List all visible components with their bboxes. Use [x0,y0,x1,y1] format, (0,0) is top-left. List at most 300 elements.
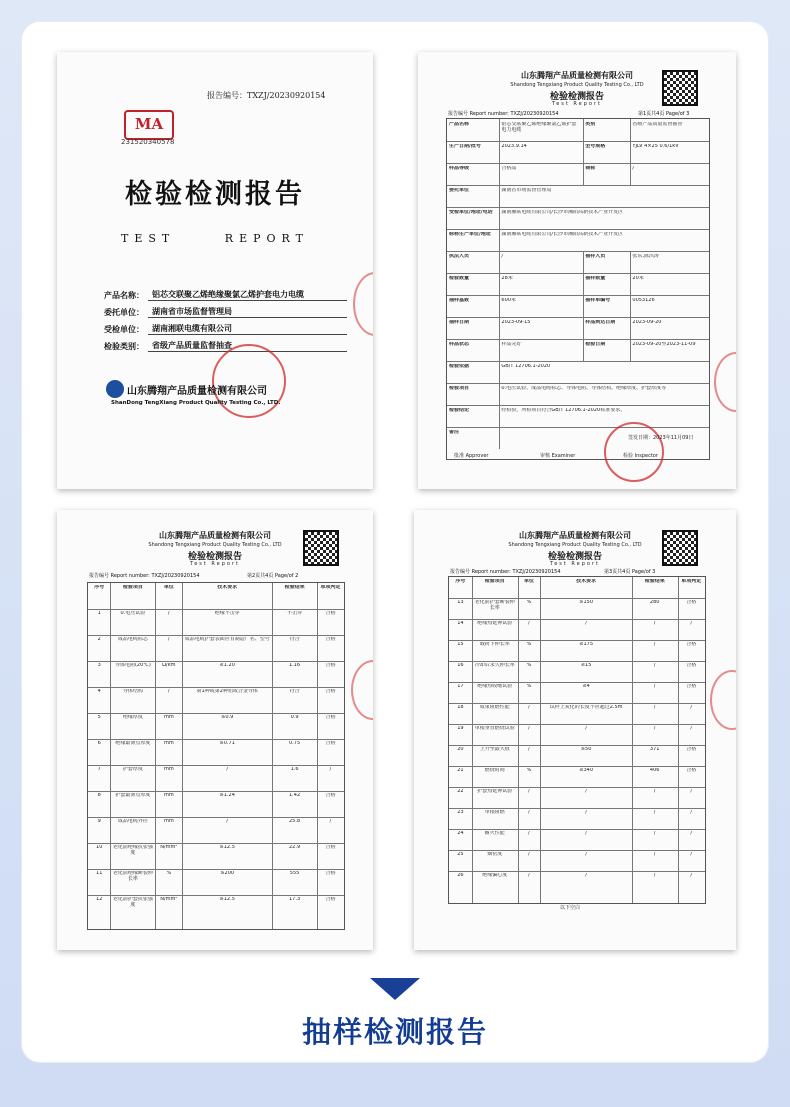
table-rule [499,207,500,229]
table-rule [449,724,705,725]
table-cell: ≤1.20 [219,663,235,668]
table-cell: mm [163,715,174,720]
field-label: 委托单位 [449,188,470,193]
table-rule [449,808,705,809]
cma-number: 231520340578 [121,138,175,146]
field-label: 执法人员 [449,254,470,259]
table-cell: 3 [97,663,101,668]
company-name: 山东腾翔产品质量检测有限公司 [519,531,631,540]
table-cell: % [526,663,532,668]
table-cell: ≤15 [580,663,592,668]
field-value: 2023-09-20至2023-11-09 [632,342,696,347]
table-cell: 试样上炭化的长度不应超过2.5m [549,705,623,710]
table-rule [447,141,709,142]
table-cell: / [528,621,530,626]
table-rule [88,895,344,896]
table-cell: / [528,831,530,836]
result-table [448,576,706,904]
table-rule [449,850,705,851]
table-cell: / [585,621,587,626]
table-cell: 绝缘热延伸试验 [477,621,513,626]
table-rule [88,817,344,818]
table-cell: 18 [457,705,464,710]
table-rule [630,317,631,339]
table-cell: 合格 [686,747,697,752]
field-label: 检验数量 [449,276,470,281]
table-rule [630,119,631,141]
table-rule [472,577,473,903]
company-logo-icon [106,380,124,398]
page-number: 第1页共4页 Page/of 3 [638,111,690,117]
table-cell: 10 [96,845,103,850]
field-label: 抽样基数 [449,298,470,303]
table-cell: 符合 [289,689,300,694]
field-label: 样品状态 [449,342,470,347]
field-value: 0.电压试验、成品电缆标志、导体电阻、导体结构、绝缘厚度、护套厚度等 [501,386,667,391]
table-cell: 绝缘最薄点厚度 [115,741,151,746]
table-cell: / [585,873,587,878]
table-rule [499,295,500,317]
table-cell: 22 [457,789,464,794]
table-rule [447,339,709,340]
field-label: 检验日期 [585,342,606,347]
table-rule [583,141,584,163]
table-cell: 绝缘厚度 [122,715,143,720]
field-label: 受检单位/地址/电话 [449,210,493,215]
red-seal-icon [212,344,286,418]
table-rule [583,339,584,361]
field-value: 样品完好 [501,342,522,347]
issue-date: 签发日期：2023年11月09日 [628,435,694,441]
cover-info [87,284,347,352]
table-cell: mm [163,741,174,746]
table-cell: / [528,705,530,710]
table-cell: 17 [457,684,464,689]
edge-seal-icon [351,660,373,720]
cover-row: 委托单位： 湖南省市场监督管理局 [87,301,347,318]
table-cell: 23 [457,810,464,815]
table-cell: ≥50 [580,747,592,752]
field-value: 20米 [632,276,644,281]
table-cell: / [585,789,587,794]
report-page-2 [57,510,373,950]
field-label: 型号规格 [585,144,606,149]
table-cell: / [653,831,656,836]
table-cell: / [585,726,587,731]
table-rule [447,361,709,362]
field-value: GB/T 12706.1-2020 [501,364,551,369]
qr-code-icon [303,530,339,566]
table-cell: / [329,819,332,824]
table-cell: 24 [457,831,464,836]
page-title-en: Test Report [551,101,602,107]
info-table [446,118,710,460]
table-rule [449,640,705,641]
table-rule [88,713,344,714]
table-cell: 371 [649,747,660,752]
table-rule [630,273,631,295]
subtitle-test: TEST [121,232,176,245]
table-cell: 成品电缆标志 [117,637,148,642]
table-rule [499,163,500,185]
field-value: 0053126 [632,298,655,303]
table-rule [88,843,344,844]
table-cell: / [528,726,530,731]
approver-label: 批准 Approver [454,453,489,459]
field-label: 产品名称 [449,122,470,127]
table-rule [583,119,584,141]
table-cell: 合格 [325,741,336,746]
table-cell: mm [163,793,174,798]
page-number: 第3页共4页 Page/of 3 [604,569,656,575]
table-cell: 导体电阻(20℃) [114,663,151,668]
table-rule [499,185,500,207]
table-cell: 406 [649,768,660,773]
table-rule [499,273,500,295]
table-rule [110,583,111,929]
table-cell: / [653,789,656,794]
table-rule [272,583,273,929]
table-rule [155,583,156,929]
table-cell: 老化前护套抗张强度 [112,897,153,908]
table-cell: / [690,726,693,731]
table-header-cell: 技术要求 [217,585,238,590]
table-cell: 1.6 [290,767,299,772]
table-cell: 绝缘不击穿 [214,611,240,616]
table-cell: / [528,747,530,752]
table-rule [583,273,584,295]
company-name-en: ShanDong TengXiang Product Quality Testing Co., LTD. [111,400,281,406]
table-cell: / [653,873,656,878]
edge-seal-icon [714,352,736,412]
table-cell: 1.42 [289,793,301,798]
table-cell: % [526,600,532,605]
table-cell: 耐火性能 [484,831,505,836]
table-header-cell: 序号 [94,585,105,590]
field-label: 抽样数量 [585,276,606,281]
table-cell: N/mm² [160,845,178,850]
table-cell: 合格 [325,845,336,850]
field-value: YJLV 4×25 0.6/1kV [632,144,679,149]
report-number: 报告编号 Report number: TXZJ/20230920154 [448,111,559,117]
table-cell: / [690,810,693,815]
table-cell: 26 [457,873,464,878]
table-cell: / [690,705,693,710]
table-cell: / [528,873,530,878]
table-cell: 合格 [325,611,336,616]
table-cell: ≥12.5 [219,845,235,850]
field-value: 2023.9.14 [501,144,527,149]
field-value: 湖南湘联电缆有限公司/长沙市湘阳高新技术产业开发区 [501,232,624,237]
table-cell: 0.9 [290,715,299,720]
field-label: 生产日期/批号 [449,144,481,149]
table-rule [449,598,705,599]
cover-row: 受检单位： 湖南湘联电缆有限公司 [87,318,347,335]
table-header-cell: 单位 [523,579,534,584]
table-cell: % [526,684,532,689]
table-cell: N/mm² [160,897,178,902]
cover-subtitle [57,232,373,245]
table-rule [583,163,584,185]
footer-title: 抽样检测报告 [301,1015,488,1049]
table-cell: mm [163,819,174,824]
table-rule [499,383,500,405]
table-cell: 绝缘热收缩试验 [477,684,513,689]
field-label: 检验依据 [449,364,470,369]
table-cell: 合格 [325,637,336,642]
field-value: / [632,166,635,171]
table-header-cell: 单位 [163,585,174,590]
table-cell: / [528,789,530,794]
table-rule [449,829,705,830]
report-number: 报告编号 Report number: TXZJ/20230920154 [450,569,561,575]
table-cell: 绝缘偏心度 [482,873,508,878]
table-rule [449,703,705,704]
cma-logo: MA [124,110,174,140]
table-rule [182,583,183,929]
field-label: 样品等级 [449,166,470,171]
field-label: 标称生产单位/地址 [449,232,491,237]
table-rule [447,163,709,164]
table-cell: ≤340 [579,768,593,773]
table-rule [630,251,631,273]
table-cell: / [653,684,656,689]
field-value: 28米 [501,276,513,281]
table-cell: 载荷下伸长率 [479,642,510,647]
table-rule [499,427,500,449]
table-cell: / [690,852,693,857]
table-cell: 1 [97,611,101,616]
report-page-3 [414,510,736,950]
page-title-en: Test Report [549,561,600,567]
table-cell: / [585,852,587,857]
table-cell: 上升至最大值 [479,747,510,752]
page-title: 检验检测报告 [547,552,602,562]
table-cell: / [585,831,587,836]
table-cell: 合格 [325,897,336,902]
table-header-cell: 检验结果 [644,579,665,584]
table-cell: 15 [457,642,464,647]
table-rule [447,229,709,230]
table-cell: / [690,831,693,836]
table-cell: 合格 [325,715,336,720]
company-name: 山东腾翔产品质量检测有限公司 [521,71,633,80]
table-cell: 老化前护套断裂伸长率 [474,600,515,611]
table-cell: 合格 [686,663,697,668]
field-label: 抽样人员 [585,254,606,259]
field-value: / [501,254,504,259]
table-cell: ≤4 [582,684,590,689]
table-cell: 合格 [325,793,336,798]
table-cell: ≥12.5 [219,897,235,902]
table-rule [630,339,631,361]
table-cell: / [690,789,693,794]
field-value: 经检验，所检项目符合GB/T 12706.1-2020标准要求。 [501,408,626,413]
field-value: 合格品 [501,166,517,171]
table-rule [540,577,541,903]
table-cell: 导体结构 [122,689,143,694]
table-cell: ≥200 [220,871,235,876]
edge-seal-icon [353,272,373,336]
table-cell: / [653,705,656,710]
table-cell: 符合 [289,637,300,642]
table-cell: 13 [457,600,464,605]
table-cell: 成品电缆外径 [117,819,148,824]
table-rule [630,163,631,185]
company-name-en: Shandong Tengxiang Product Quality Testing Co., LTD [510,82,644,88]
table-rule [88,869,344,870]
cover-row: 产品名称： 铝芯交联聚乙烯绝缘聚氯乙烯护套电力电缆 [87,284,347,301]
table-rule [499,229,500,251]
table-cell: 17.3 [289,897,301,902]
table-cell: / [528,810,530,815]
table-header-cell: 单项判定 [320,585,341,590]
table-cell: 20 [457,747,464,752]
table-rule [447,273,709,274]
company-name-en: Shandong Tengxiang Product Quality Testing Co., LTD [508,542,642,548]
field-value: 铝芯交联聚乙烯绝缘聚氯乙烯护套电力电缆 [501,122,577,133]
table-cell: 老化前绝缘断裂伸长率 [112,871,153,882]
table-header-cell: 技术要求 [576,579,597,584]
field-value: 湖南省市场监督管理局 [501,188,552,193]
company-name: 山东腾翔产品质量检测有限公司 [159,531,271,540]
table-cell: / [653,642,656,647]
field-value: 湖南湘联电缆有限公司/长沙市湘阳高新技术产业开发区 [501,210,624,215]
table-cell: / [167,611,170,616]
table-header-cell: 检验结果 [284,585,305,590]
field-label: 备注 [449,430,460,435]
table-rule [583,295,584,317]
field-value: 张东,陈洪涛 [632,254,659,259]
table-cell: 14 [457,621,464,626]
table-rule [447,383,709,384]
table-cell: 合格 [686,600,697,605]
field-label: 检验项目 [449,386,470,391]
qr-code-icon [662,70,698,106]
table-rule [447,295,709,296]
table-rule [449,766,705,767]
table-cell: 6 [97,741,101,746]
table-cell: 280 [649,600,660,605]
table-header-cell: 检验项目 [484,579,505,584]
table-rule [88,635,344,636]
table-rule [447,185,709,186]
table-rule [447,427,709,428]
table-cell: / [528,852,530,857]
table-cell: % [526,768,532,773]
table-cell: 25.8 [289,819,301,824]
table-cell: 合格 [325,663,336,668]
report-cover-page [57,52,373,489]
table-cell: 不击穿 [287,611,303,616]
table-cell: ≥0.71 [219,741,235,746]
field-label: 类别 [585,122,596,127]
table-cell: 合格 [325,689,336,694]
table-cell: / [329,767,332,772]
report-number: 报告编号 Report number: TXZJ/20230920154 [89,573,200,579]
table-rule [630,141,631,163]
table-cell: 11 [96,871,103,876]
table-cell: 成品电缆护套表面应有制造厂名、型号 [184,637,270,642]
table-cell: 25 [457,852,464,857]
table-rule [88,765,344,766]
table-rule [449,682,705,683]
field-label: 检验结论 [449,408,470,413]
table-rule [449,787,705,788]
table-cell: 老化前绝缘抗张强度 [112,845,153,856]
end-of-table-text: 以下空白 [560,905,581,911]
table-cell: 冷却后永久伸长率 [474,663,515,668]
report-number: 报告编号：TXZJ/20230920154 [207,91,326,100]
cover-row: 检验类别： 省级产品质量监督抽查 [87,335,347,352]
examiner-label: 审核 Examiner [540,453,576,459]
table-cell: / [653,852,656,857]
table-cell: ≥150 [579,600,593,605]
table-cell: % [166,871,172,876]
table-rule [449,745,705,746]
table-rule [499,317,500,339]
table-header-cell: 检验项目 [122,585,143,590]
field-label: 抽样单编号 [585,298,611,303]
table-rule [499,339,500,361]
table-rule [499,141,500,163]
table-rule [447,317,709,318]
table-rule [499,119,500,141]
subtitle-report: REPORT [224,232,309,245]
table-cell: 12 [96,897,103,902]
table-cell: 护套厚度 [122,767,143,772]
table-cell: ≥0.9 [221,715,234,720]
table-cell: 2 [97,637,101,642]
table-cell: 16 [457,663,464,668]
table-rule [88,661,344,662]
table-cell: 护套热延伸试验 [477,789,513,794]
table-cell: / [653,726,656,731]
table-rule [447,405,709,406]
table-cell: 9 [97,819,101,824]
field-label: 抽样日期 [449,320,470,325]
table-cell: 成束阻燃性能 [479,705,510,710]
field-label: 商标 [585,166,596,171]
table-rule [88,739,344,740]
table-rule [583,317,584,339]
table-cell: / [226,819,229,824]
cover-title: 检验检测报告 [125,179,305,210]
table-cell: 护套最薄点厚度 [115,793,151,798]
table-cell: 22.9 [289,845,301,850]
table-rule [632,577,633,903]
table-cell: / [585,810,587,815]
table-cell: 第1种或第2种铝或合金导体 [196,689,258,694]
field-value: 2023-09-15 [501,320,531,325]
table-rule [88,687,344,688]
page-number: 第2页共4页 Page/of 2 [247,573,299,579]
table-cell: 合格 [686,684,697,689]
table-rule [449,871,705,872]
qr-code-icon [662,530,698,566]
table-cell: ≥1.24 [219,793,235,798]
table-cell: Ω/km [162,663,176,668]
table-cell: / [167,637,170,642]
table-rule [449,619,705,620]
page-title-en: Test Report [189,561,240,567]
table-cell: 8 [97,793,101,798]
table-cell: 21 [457,768,464,773]
table-header-cell: 单项判定 [681,579,702,584]
table-cell: / [226,767,229,772]
table-cell: 555 [289,871,300,876]
table-rule [499,361,500,383]
